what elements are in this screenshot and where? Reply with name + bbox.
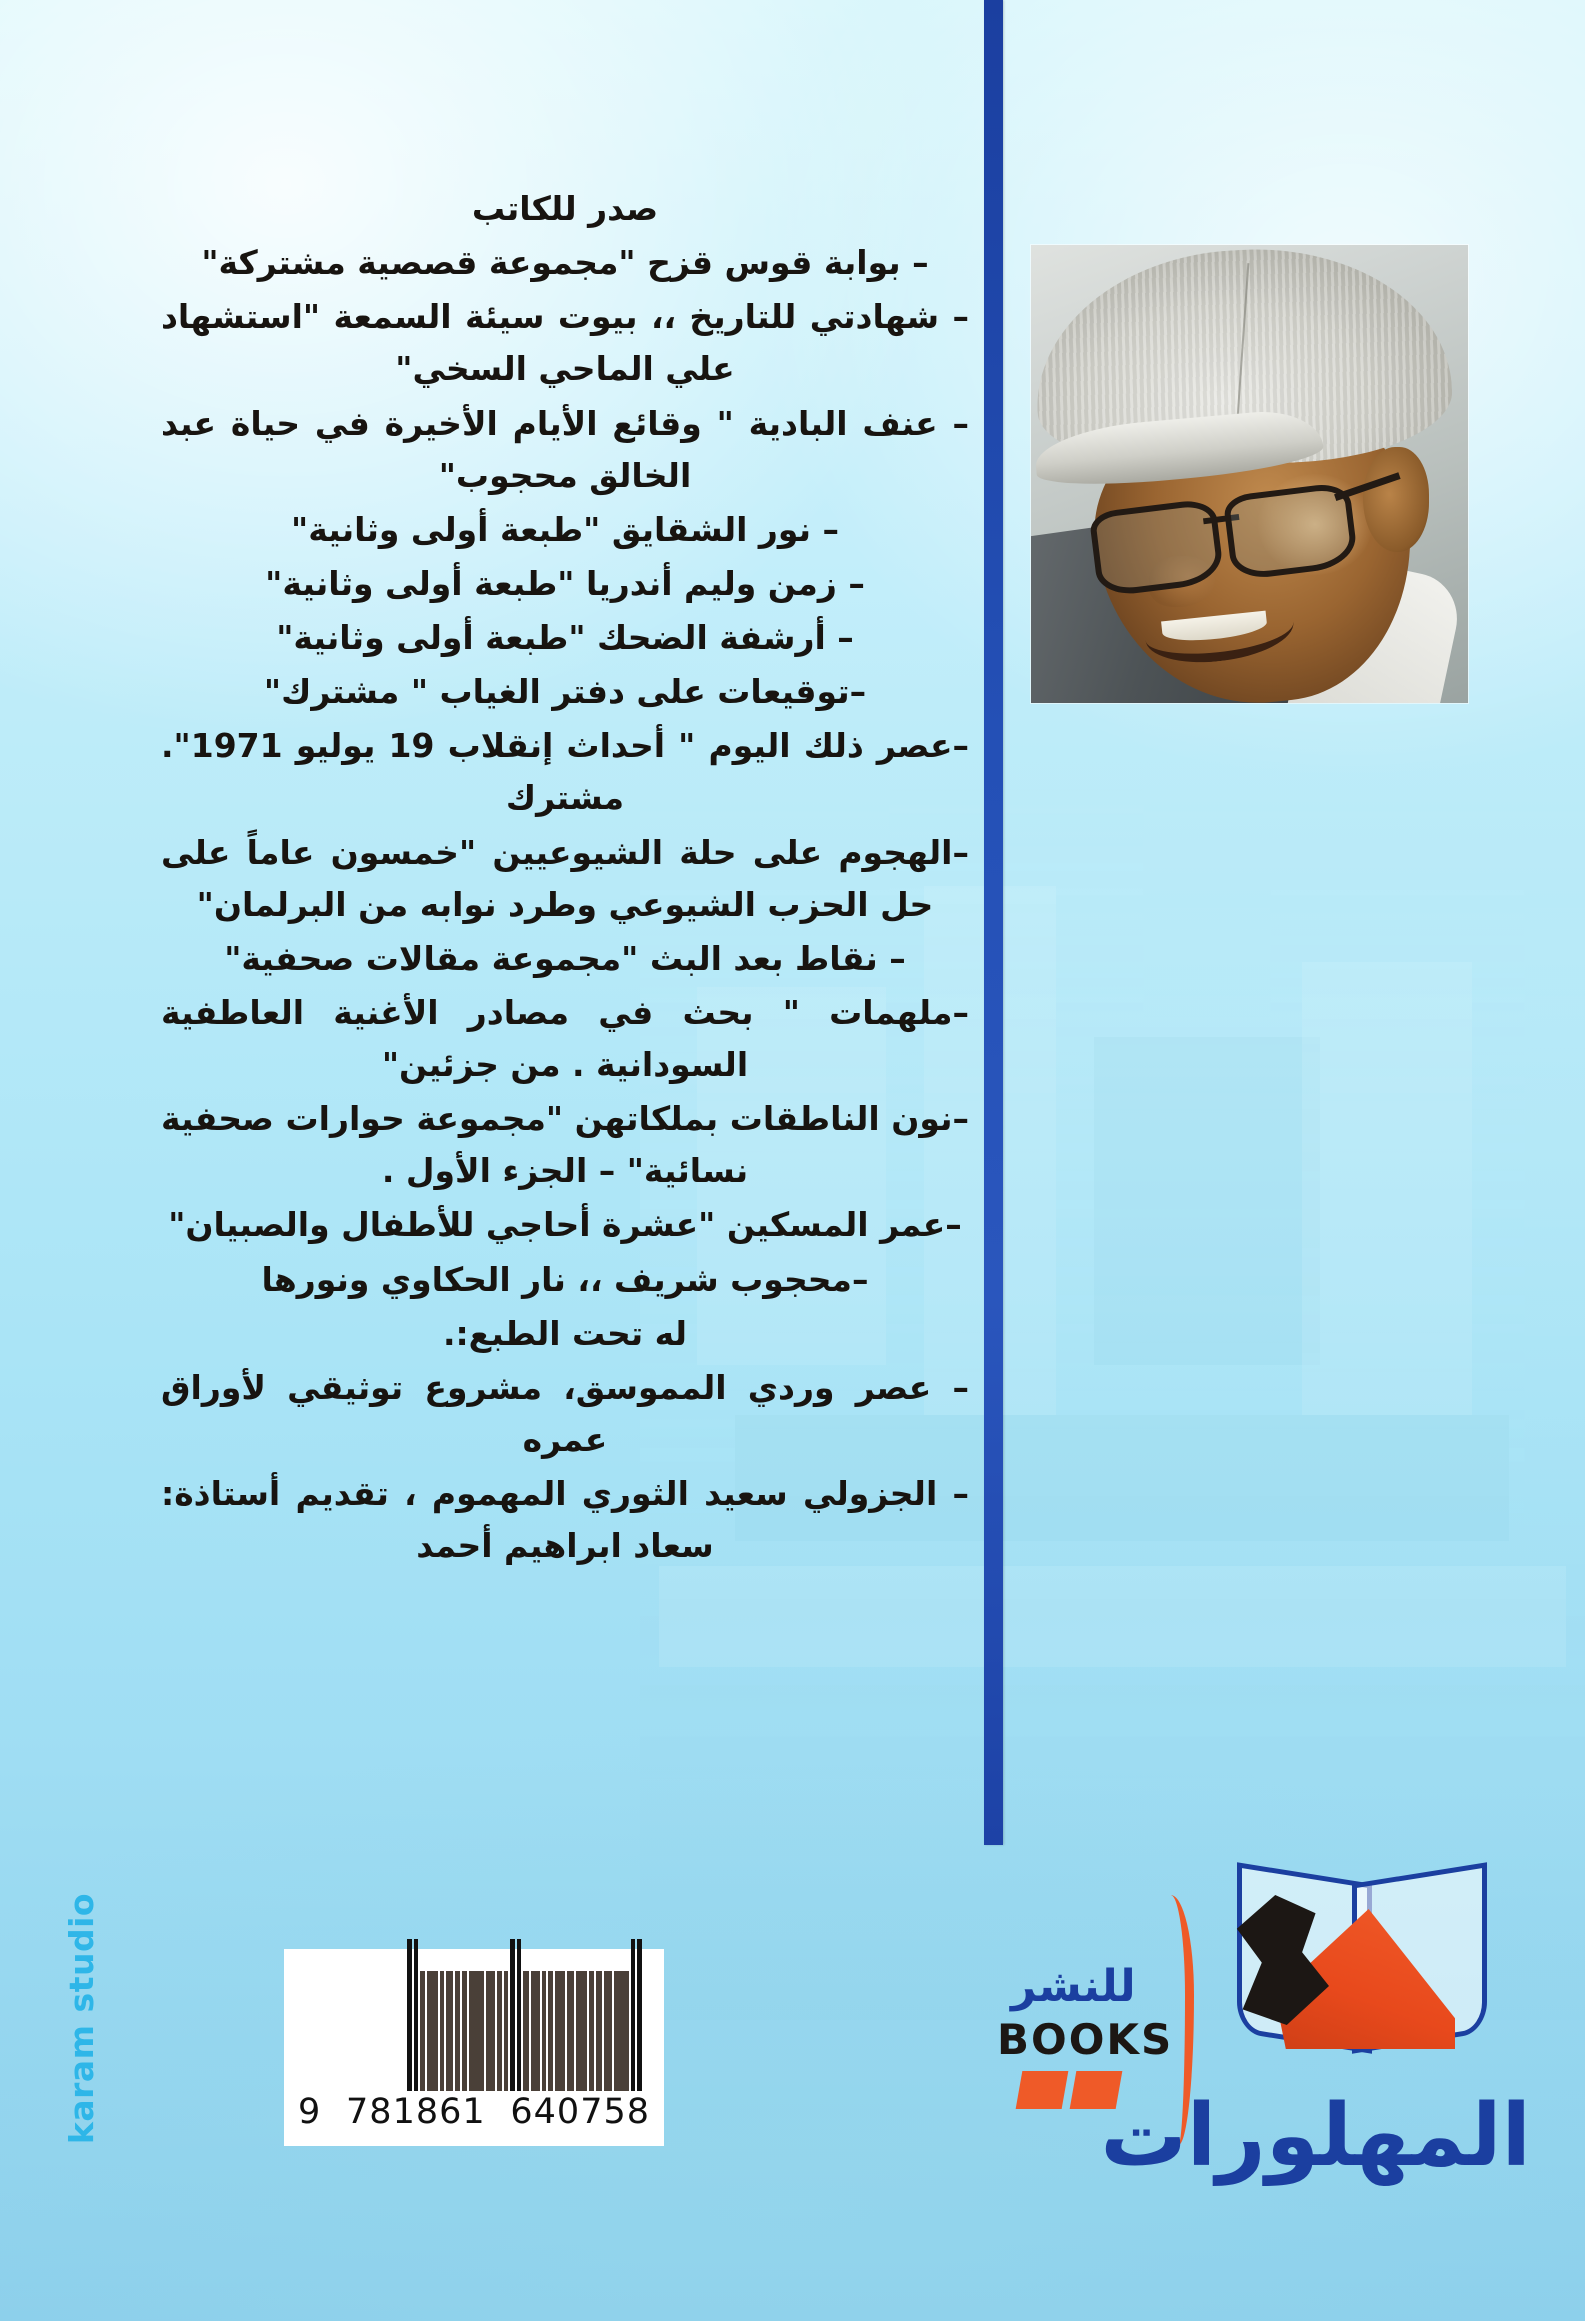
barcode-left-group: 781861 [346, 2092, 486, 2132]
forthcoming-heading: له تحت الطبع:. [442, 1313, 688, 1353]
studio-credit-label: karam studio [62, 1892, 102, 2144]
vertical-divider-rule [984, 0, 1003, 1845]
list-item: – عنف البادية " وقائع الأيام الأخيرة في حياة عبد الخالق محجوب" [161, 403, 969, 495]
publisher-name: المهلورات [1100, 2086, 1531, 2186]
published-works-list [161, 183, 969, 1574]
barcode-bars [308, 1971, 644, 2091]
barcode-lead-digit: 9 [298, 2092, 322, 2132]
list-item: –محجوب شريف ،، نار الحكاوي ونورها [261, 1259, 869, 1299]
studio-credit [62, 1868, 102, 2168]
barcode-right-group: 640758 [510, 2092, 650, 2132]
publisher-logo [975, 1865, 1535, 2185]
list-item: – عصر وردي المموسق، مشروع توثيقي لأوراق عمره [161, 1367, 969, 1459]
list-item: –توقيعات على دفتر الغياب " مشترك" [263, 672, 867, 712]
list-item: –عمر المسكين "عشرة أحاجي للأطفال والصبيان" [168, 1205, 962, 1245]
barcode-digits [298, 2092, 650, 2132]
publisher-tagline-ar: للنشر [1011, 1961, 1136, 2012]
isbn-barcode [284, 1949, 664, 2146]
list-item: –عصر ذلك اليوم " أحداث إنقلاب 19 يوليو 1971". مشترك [161, 726, 969, 818]
list-item: – نور الشقايق "طبعة أولى وثانية" [291, 509, 839, 549]
published-works-heading: صدر للكاتب [471, 189, 659, 228]
list-item: – بوابة قوس قزح "مجموعة قصصية مشتركة" [201, 243, 929, 283]
list-item: – زمن وليم أندريا "طبعة أولى وثانية" [265, 563, 865, 603]
list-item: –نون الناطقات بملكاتهن "مجموعة حوارات صحفية نسائية" – الجزء الأول . [161, 1099, 969, 1191]
list-item: – الجزولي سعيد الثوري المهموم ، تقديم أستاذة: سعاد ابراهيم أحمد [161, 1474, 969, 1566]
list-item: –ملهمات " بحث في مصادر الأغنية العاطفية السودانية . من جزئين" [161, 992, 969, 1084]
list-item: – أرشفة الضحك "طبعة أولى وثانية" [276, 618, 854, 657]
list-item: – نقاط بعد البث "مجموعة مقالات صحفية" [224, 938, 906, 978]
list-item: –الهجوم على حلة الشيوعيين "خمسون عاماً على حل الحزب الشيوعي وطرد نوابه من البرلمان" [161, 832, 969, 924]
author-portrait-photo [1031, 245, 1468, 703]
publisher-tagline-en: BOOKS [997, 2015, 1174, 2064]
list-item: – شهادتي للتاريخ ،، بيوت سيئة السمعة "استشهاد علي الماحي السخي" [161, 297, 969, 389]
